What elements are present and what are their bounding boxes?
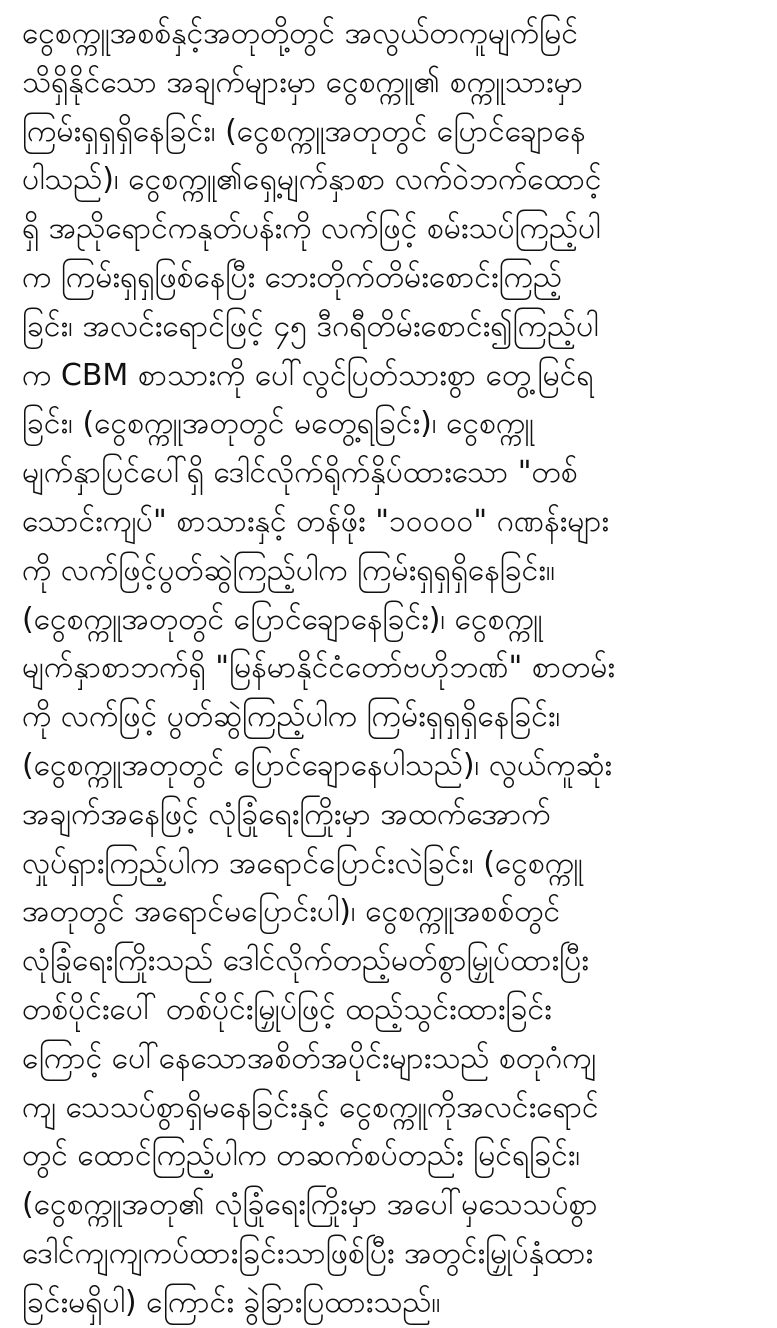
text-line: ရှိ အညိုရောင်ကနုတ်ပန်းကို လက်ဖြင့် စမ်းသပ်ကြည့်ပါ [22, 211, 601, 247]
text-line: တစ်ပိုင်းပေါ် တစ်ပိုင်းမြှုပ်ဖြင့် ထည့်သွင်းထားခြင်း [22, 991, 552, 1027]
text-line: မျက်နှာစာဘက်ရှိ "မြန်မာနိုင်ငံတော်ဗဟိုဘဏ်" စာတမ်း [22, 650, 615, 686]
text-line: ဒေါင်ကျကျကပ်ထားခြင်းသာဖြစ်ပြီး အတွင်းမြှုပ်နှံထား [22, 1235, 594, 1271]
text-line: (ငွေစက္ကူအတုတွင် ပြောင်ချောနေပါသည်)၊ လွယ်ကူဆုံး [22, 747, 613, 783]
text-line: က CBM စာသားကို ပေါ်လွင်ပြတ်သားစွာ တွေ့မြင်ရ [22, 357, 594, 393]
text-line: ခြင်း၊ အလင်းရောင်ဖြင့် ၄၅ ဒီဂရီတိမ်းစောင်း၍ကြည့်ပါ [22, 308, 599, 344]
article-body [22, 10, 762, 1328]
text-line: က ကြမ်းရှရှဖြစ်နေပြီး ဘေးတိုက်တိမ်းစောင်းကြည့် [22, 259, 562, 295]
text-line: (ငွေစက္ကူအတု၏ လုံခြုံရေးကြိုးမှာ အပေါ်မှသေသပ်စွာ [22, 1187, 598, 1223]
text-line: (ငွေစက္ကူအတုတွင် ပြောင်ချောနေခြင်း)၊ ငွေစက္ကူ [22, 601, 543, 637]
text-line: မျက်နှာပြင်ပေါ်ရှိ ဒေါင်လိုက်ရိုက်နှိပ်ထားသော "တစ် [22, 455, 578, 491]
text-line: အတုတွင် အရောင်မပြောင်းပါ)၊ ငွေစက္ကူအစစ်တွင် [22, 894, 561, 930]
text-line: လုံခြုံရေးကြိုးသည် ဒေါင်လိုက်တည့်မတ်စွာမြှုပ်ထားပြီး [22, 943, 589, 979]
text-line: လှုပ်ရှားကြည့်ပါက အရောင်ပြောင်းလဲခြင်း၊ (ငွေစက္ကူ [22, 845, 583, 881]
text-line: ခြင်းမရှိပါ) ကြောင်း ခွဲခြားပြထားသည်။ [22, 1284, 441, 1320]
text-line: သောင်းကျပ်" စာသားနှင့် တန်ဖိုး "၁၀၀၀၀" ဂဏန်းများ [22, 503, 610, 539]
text-line: ကို လက်ဖြင့်ပွတ်ဆွဲကြည့်ပါက ကြမ်းရှရှရှိနေခြင်း။ [22, 552, 555, 588]
text-line: ငွေစက္ကူအစစ်နှင့်အတုတို့တွင် အလွယ်တကူမျက်မြင် [22, 16, 578, 51]
text-line: ခြင်း၊ (ငွေစက္ကူအတုတွင် မတွေ့ရခြင်း)၊ ငွေစက္ကူ [22, 406, 534, 442]
text-line: ကြမ်းရှရှရှိနေခြင်း၊ (ငွေစက္ကူအတုတွင် ပြောင်ချောနေ [22, 113, 586, 149]
text-line: အချက်အနေဖြင့် လုံခြုံရေးကြိုးမှာ အထက်အောက် [22, 796, 551, 832]
text-line: ပါသည်)၊ ငွေစက္ကူ၏ရှေ့မျက်နှာစာ လက်ဝဲဘက်ထောင့် [22, 162, 602, 198]
text-line: ကျ သေသပ်စွာရှိမနေခြင်းနှင့် ငွေစက္ကူကိုအလင်းရောင် [22, 1089, 599, 1125]
text-line: တွင် ထောင်ကြည့်ပါက တဆက်စပ်တည်း မြင်ရခြင်း၊ [22, 1138, 581, 1174]
text-line: ကြောင့် ပေါ်နေသောအစိတ်အပိုင်းများသည် စတုဂံကျ [22, 1040, 597, 1076]
text-line: သိရှိနိုင်သော အချက်များမှာ ငွေစက္ကူ၏ စက္ကူသားမှာ [22, 64, 584, 100]
text-line: ကို လက်ဖြင့် ပွတ်ဆွဲကြည့်ပါက ကြမ်းရှရှရှိနေခြင်း၊ [22, 699, 561, 735]
